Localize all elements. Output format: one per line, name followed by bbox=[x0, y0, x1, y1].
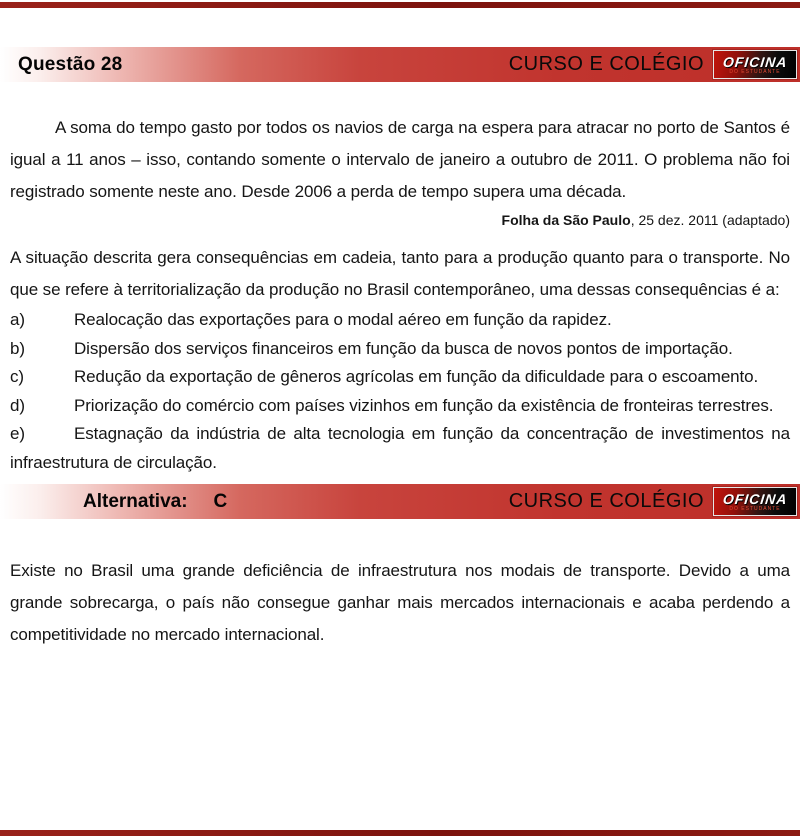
logo-subtitle: DO ESTUDANTE bbox=[729, 505, 781, 512]
brand-name: CURSO E COLÉGIO bbox=[508, 53, 704, 75]
answer-value: C bbox=[213, 490, 228, 512]
option-letter: d) bbox=[10, 395, 25, 415]
source-citation bbox=[10, 210, 790, 230]
option-text: Realocação das exportações para o modal aéreo em função da rapidez. bbox=[74, 310, 612, 329]
options-list bbox=[10, 306, 790, 477]
logo-wordmark: OFICINA bbox=[721, 53, 789, 70]
oficina-logo bbox=[713, 487, 797, 516]
answer-label: Alternativa: bbox=[83, 490, 188, 512]
explanation-paragraph: Existe no Brasil uma grande deficiência de infraestrutura nos modais de transporte. Devido a uma grande sobrecarga, o país não consegue ganhar mais mercados internacionais e acaba perdendo a competitividade no mercado internacional. bbox=[10, 561, 790, 644]
option-text: Redução da exportação de gêneros agrícolas em função da dificuldade para o escoamento. bbox=[74, 367, 759, 386]
question-number: Questão 28 bbox=[18, 53, 123, 75]
option-row-d bbox=[10, 392, 790, 421]
logo-wordmark: OFICINA bbox=[721, 490, 789, 507]
option-text: Estagnação da indústria de alta tecnologia em função da concentração de investimentos na infraestrutura de circulação. bbox=[10, 424, 790, 472]
top-edge-bar bbox=[0, 2, 800, 8]
header-right-group bbox=[509, 50, 800, 79]
option-letter: a) bbox=[10, 310, 25, 329]
bottom-edge-bar bbox=[0, 830, 800, 836]
logo-subtitle: DO ESTUDANTE bbox=[729, 68, 781, 75]
option-text: Dispersão dos serviços financeiros em função da busca de novos pontos de importação. bbox=[74, 338, 733, 358]
option-row-a bbox=[10, 306, 790, 335]
option-letter: b) bbox=[10, 338, 25, 358]
option-row-e bbox=[10, 420, 790, 477]
option-row-c bbox=[10, 363, 790, 392]
question-stem: A situação descrita gera consequências em cadeia, tanto para a produção quanto para o transporte. No que se refere à territorialização da produção no Brasil contemporâneo, uma dessas consequências é a: bbox=[10, 248, 790, 299]
source-date: , 25 dez. 2011 (adaptado) bbox=[630, 212, 790, 228]
source-name: Folha da São Paulo bbox=[501, 212, 631, 228]
question-header-bar bbox=[0, 47, 800, 82]
option-row-b bbox=[10, 335, 790, 364]
oficina-logo bbox=[713, 50, 797, 79]
option-letter: c) bbox=[10, 367, 24, 386]
passage-paragraph: A soma do tempo gasto por todos os navios de carga na espera para atracar no porto de Santos é igual a 11 anos – isso, contando somente o intervalo de janeiro a outubro de 2011. O problema não foi registrado somente neste ano. Desde 2006 a perda de tempo supera uma década. bbox=[10, 118, 790, 201]
answer-group bbox=[0, 491, 227, 513]
option-text: Priorização do comércio com países vizinhos em função da existência de fronteiras terrestres. bbox=[74, 395, 774, 415]
brand-name: CURSO E COLÉGIO bbox=[508, 490, 704, 512]
option-letter: e) bbox=[10, 424, 25, 443]
answer-right-group bbox=[509, 487, 800, 516]
answer-bar bbox=[0, 484, 800, 519]
